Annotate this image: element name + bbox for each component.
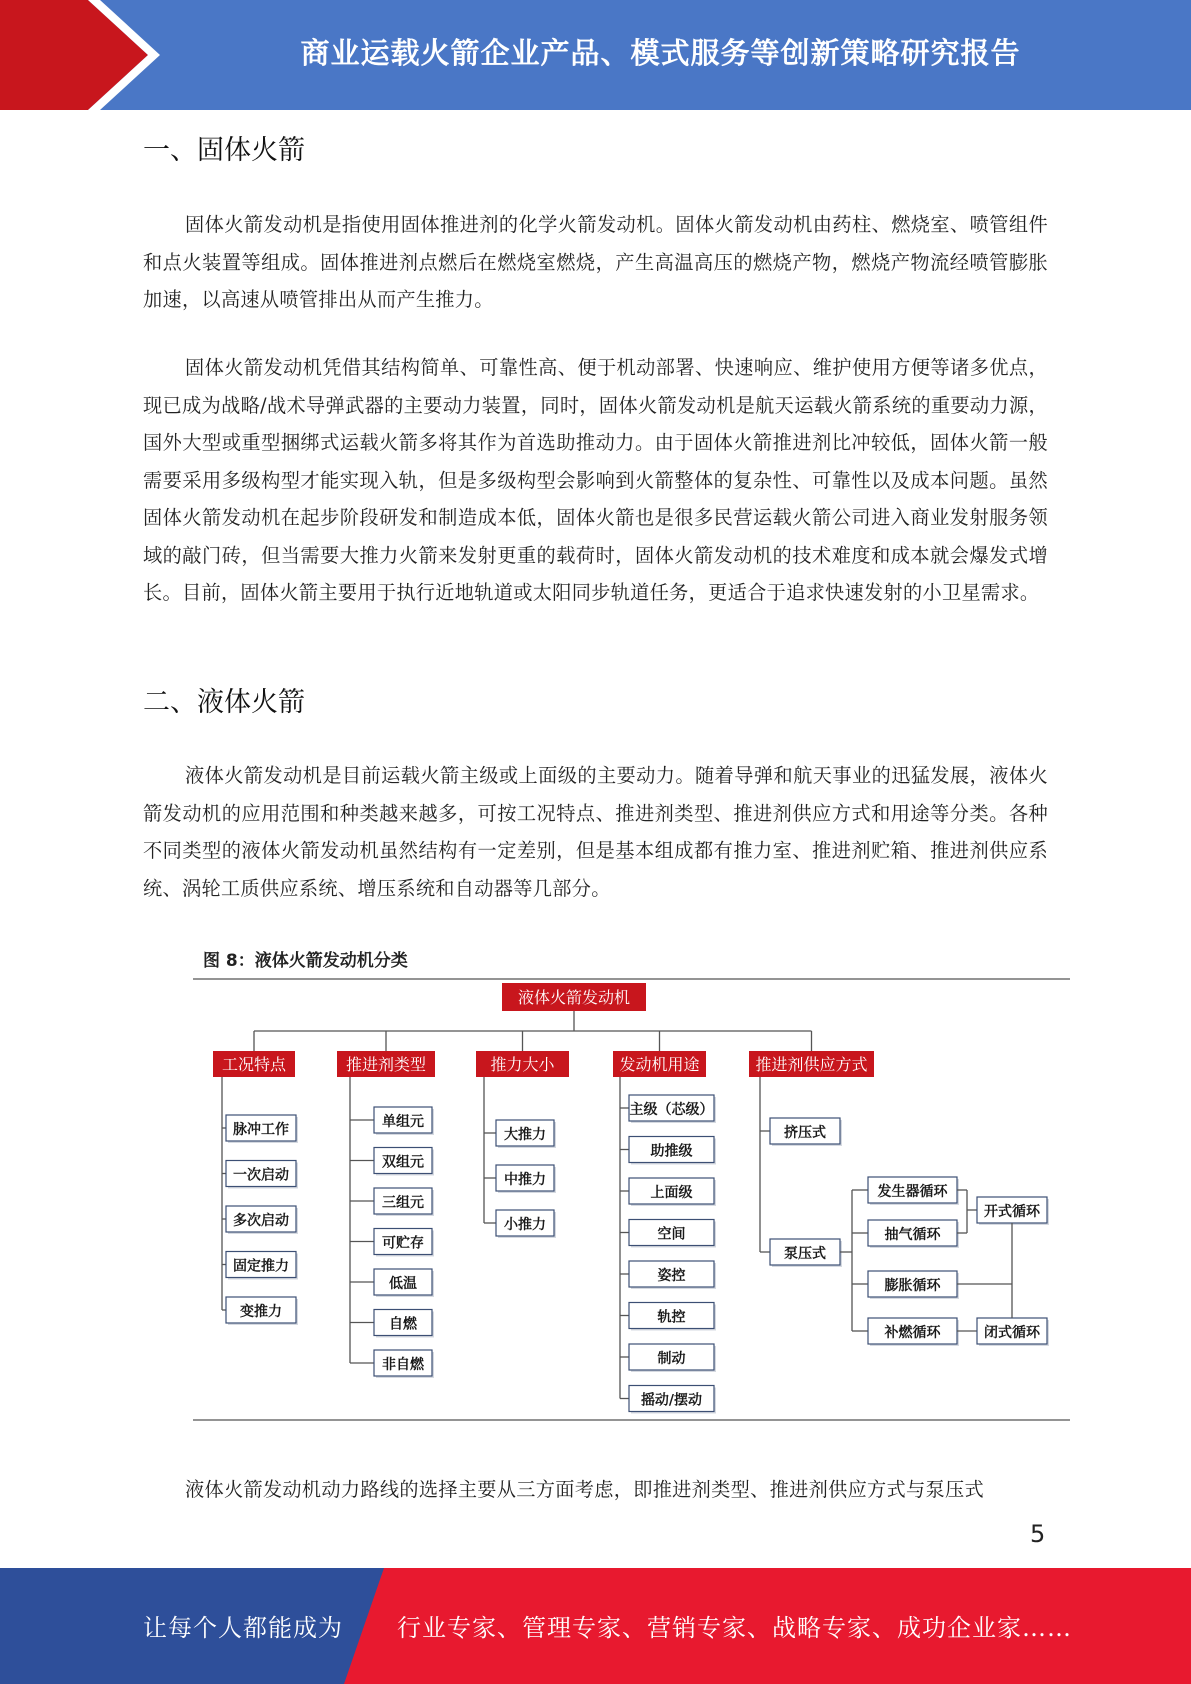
box-label: 液体火箭发动机 xyxy=(517,988,631,1007)
diagram-leaf-purpose xyxy=(629,1344,716,1372)
footer-slogan-left: 让每个人都能成为 xyxy=(143,1614,343,1642)
diagram-cycle-node xyxy=(868,1318,959,1346)
section-heading-solid-rocket: 一、固体火箭 xyxy=(143,135,305,166)
diagram-leaf-propellant-type xyxy=(374,1107,434,1135)
diagram-closed-cycle-node xyxy=(977,1318,1049,1346)
diagram-leaf-condition xyxy=(226,1297,298,1325)
box-label: 上面级 xyxy=(650,1185,693,1201)
box-label: 推进剂供应方式 xyxy=(755,1055,868,1074)
paragraph: 液体火箭发动机动力路线的选择主要从三方面考虑，即推进剂类型、推进剂供应方式与泵压式 xyxy=(185,1478,984,1501)
box-label: 膨胀循环 xyxy=(884,1278,941,1294)
footer-slogan-right: 行业专家、管理专家、营销专家、战略专家、成功企业家…… xyxy=(397,1614,1072,1642)
diagram-leaf-purpose xyxy=(629,1386,716,1414)
figure-caption: 图 8：液体火箭发动机分类 xyxy=(203,951,408,971)
paragraph: 固体火箭发动机凭借其结构简单、可靠性高、便于机动部署、快速响应、维护使用方便等诸多优点，现已成为战略/战术导弹武器的主要动力装置，同时，固体火箭发动机是航天运载火箭系统的重要动力源，国外大型或重型捆绑式运载火箭多将其作为首选助推动力。由于固体火箭推进剂比冲较低，固体火箭一般需要采用多级构型才能实现入轨，但是多级构型会影响到火箭整体的复杂性、可靠性以及成本问题。虽然固体火箭发动机在起步阶段研发和制造成本低，固体火箭也是很多民营运载火箭公司进入商业发射服务领域的敲门砖，但当需要大推力火箭来发射更重的载荷时，固体火箭发动机的技术难度和成本就会爆发式增长。目前，固体火箭主要用于执行近地轨道或太阳同步轨道任务，更适合于追求快速发射的小卫星需求。 xyxy=(143,356,1048,604)
diagram-leaf-pressure-fed xyxy=(770,1118,842,1146)
diagram-leaf-condition xyxy=(226,1252,298,1280)
diagram-leaf-purpose xyxy=(629,1261,716,1289)
box-label: 挤压式 xyxy=(784,1125,826,1141)
box-label: 非自燃 xyxy=(382,1357,424,1373)
diagram-root-node xyxy=(502,983,646,1011)
box-label: 可贮存 xyxy=(382,1235,424,1252)
box-label: 一次启动 xyxy=(233,1167,289,1184)
box-label: 助推级 xyxy=(650,1143,693,1160)
box-label: 双组元 xyxy=(382,1154,424,1171)
box-label: 轨控 xyxy=(657,1309,686,1326)
paragraph: 固体火箭发动机是指使用固体推进剂的化学火箭发动机。固体火箭发动机由药柱、燃烧室、喷管组件和点火装置等组成。固体推进剂点燃后在燃烧室燃烧，产生高温高压的燃烧产物，燃烧产物流经喷管膨胀加速，以高速从喷管排出从而产生推力。 xyxy=(143,213,1048,311)
box-label: 发生器循环 xyxy=(877,1184,948,1200)
box-label: 多次启动 xyxy=(233,1213,289,1229)
diagram-leaf-condition xyxy=(226,1115,298,1143)
diagram-category-node xyxy=(213,1051,295,1077)
diagram-leaf-thrust xyxy=(496,1210,556,1238)
box-label: 制动 xyxy=(657,1351,686,1367)
diagram-cycle-node xyxy=(868,1220,959,1248)
diagram-leaf-propellant-type xyxy=(374,1148,434,1176)
diagram-cycle-node xyxy=(868,1177,959,1205)
diagram-leaf-purpose xyxy=(629,1220,716,1248)
diagram-category-node xyxy=(613,1051,706,1077)
diagram-leaf-propellant-type xyxy=(374,1269,434,1297)
box-label: 抽气循环 xyxy=(884,1227,941,1243)
box-label: 推进剂类型 xyxy=(345,1055,427,1074)
box-label: 姿控 xyxy=(657,1268,686,1284)
diagram-leaf-purpose xyxy=(629,1095,716,1123)
diagram-leaf-propellant-type xyxy=(374,1310,434,1338)
box-label: 单组元 xyxy=(382,1114,424,1130)
box-label: 发动机用途 xyxy=(619,1055,700,1074)
diagram-leaf-purpose xyxy=(629,1303,716,1331)
box-label: 小推力 xyxy=(504,1217,546,1233)
section-heading-liquid-rocket: 二、液体火箭 xyxy=(143,687,305,718)
box-label: 自燃 xyxy=(389,1316,417,1333)
box-label: 推力大小 xyxy=(490,1055,555,1074)
box-label: 三组元 xyxy=(382,1195,424,1211)
box-label: 工况特点 xyxy=(221,1055,287,1074)
box-label: 开式循环 xyxy=(984,1204,1040,1220)
diagram-category-node xyxy=(749,1051,874,1077)
diagram-leaf-condition xyxy=(226,1206,298,1234)
diagram-leaf-propellant-type xyxy=(374,1188,434,1216)
diagram-leaf-purpose xyxy=(629,1137,716,1165)
box-label: 空间 xyxy=(657,1226,686,1243)
diagram-leaf-thrust xyxy=(496,1120,556,1148)
diagram-leaf-pump-fed xyxy=(770,1239,842,1267)
box-label: 摇动/摆动 xyxy=(640,1392,703,1409)
box-label: 固定推力 xyxy=(233,1258,289,1275)
box-label: 闭式循环 xyxy=(984,1325,1040,1341)
box-label: 泵压式 xyxy=(784,1246,826,1262)
diagram-leaf-purpose xyxy=(629,1178,716,1206)
box-label: 大推力 xyxy=(504,1127,546,1143)
box-label: 补燃循环 xyxy=(884,1325,941,1341)
box-label: 低温 xyxy=(389,1276,417,1292)
diagram-category-node xyxy=(337,1051,435,1077)
diagram-leaf-propellant-type xyxy=(374,1350,434,1378)
diagram-category-node xyxy=(476,1051,569,1077)
box-label: 中推力 xyxy=(504,1172,546,1188)
page-footer xyxy=(0,1568,1191,1684)
box-label: 脉冲工作 xyxy=(233,1122,289,1138)
diagram-cycle-node xyxy=(868,1271,959,1299)
diagram-leaf-thrust xyxy=(496,1165,556,1193)
diagram-leaf-condition xyxy=(226,1161,298,1189)
box-label: 变推力 xyxy=(240,1304,282,1320)
page-number: 5 xyxy=(1030,1520,1046,1548)
paragraph: 液体火箭发动机是目前运载火箭主级或上面级的主要动力。随着导弹和航天事业的迅猛发展，液体火箭发动机的应用范围和种类越来越多，可按工况特点、推进剂类型、推进剂供应方式和用途等分类。各种不同类型的液体火箭发动机虽然结构有一定差别，但是基本组成都有推力室、推进剂贮箱、推进剂供应系统、涡轮工质供应系统、增压系统和自动器等几部分。 xyxy=(143,764,1048,900)
header-title: 商业运载火箭企业产品、模式服务等创新策略研究报告 xyxy=(300,36,1021,70)
box-label: 主级（芯级） xyxy=(629,1102,714,1118)
diagram-open-cycle-node xyxy=(977,1197,1049,1225)
diagram-leaf-propellant-type xyxy=(374,1229,434,1257)
